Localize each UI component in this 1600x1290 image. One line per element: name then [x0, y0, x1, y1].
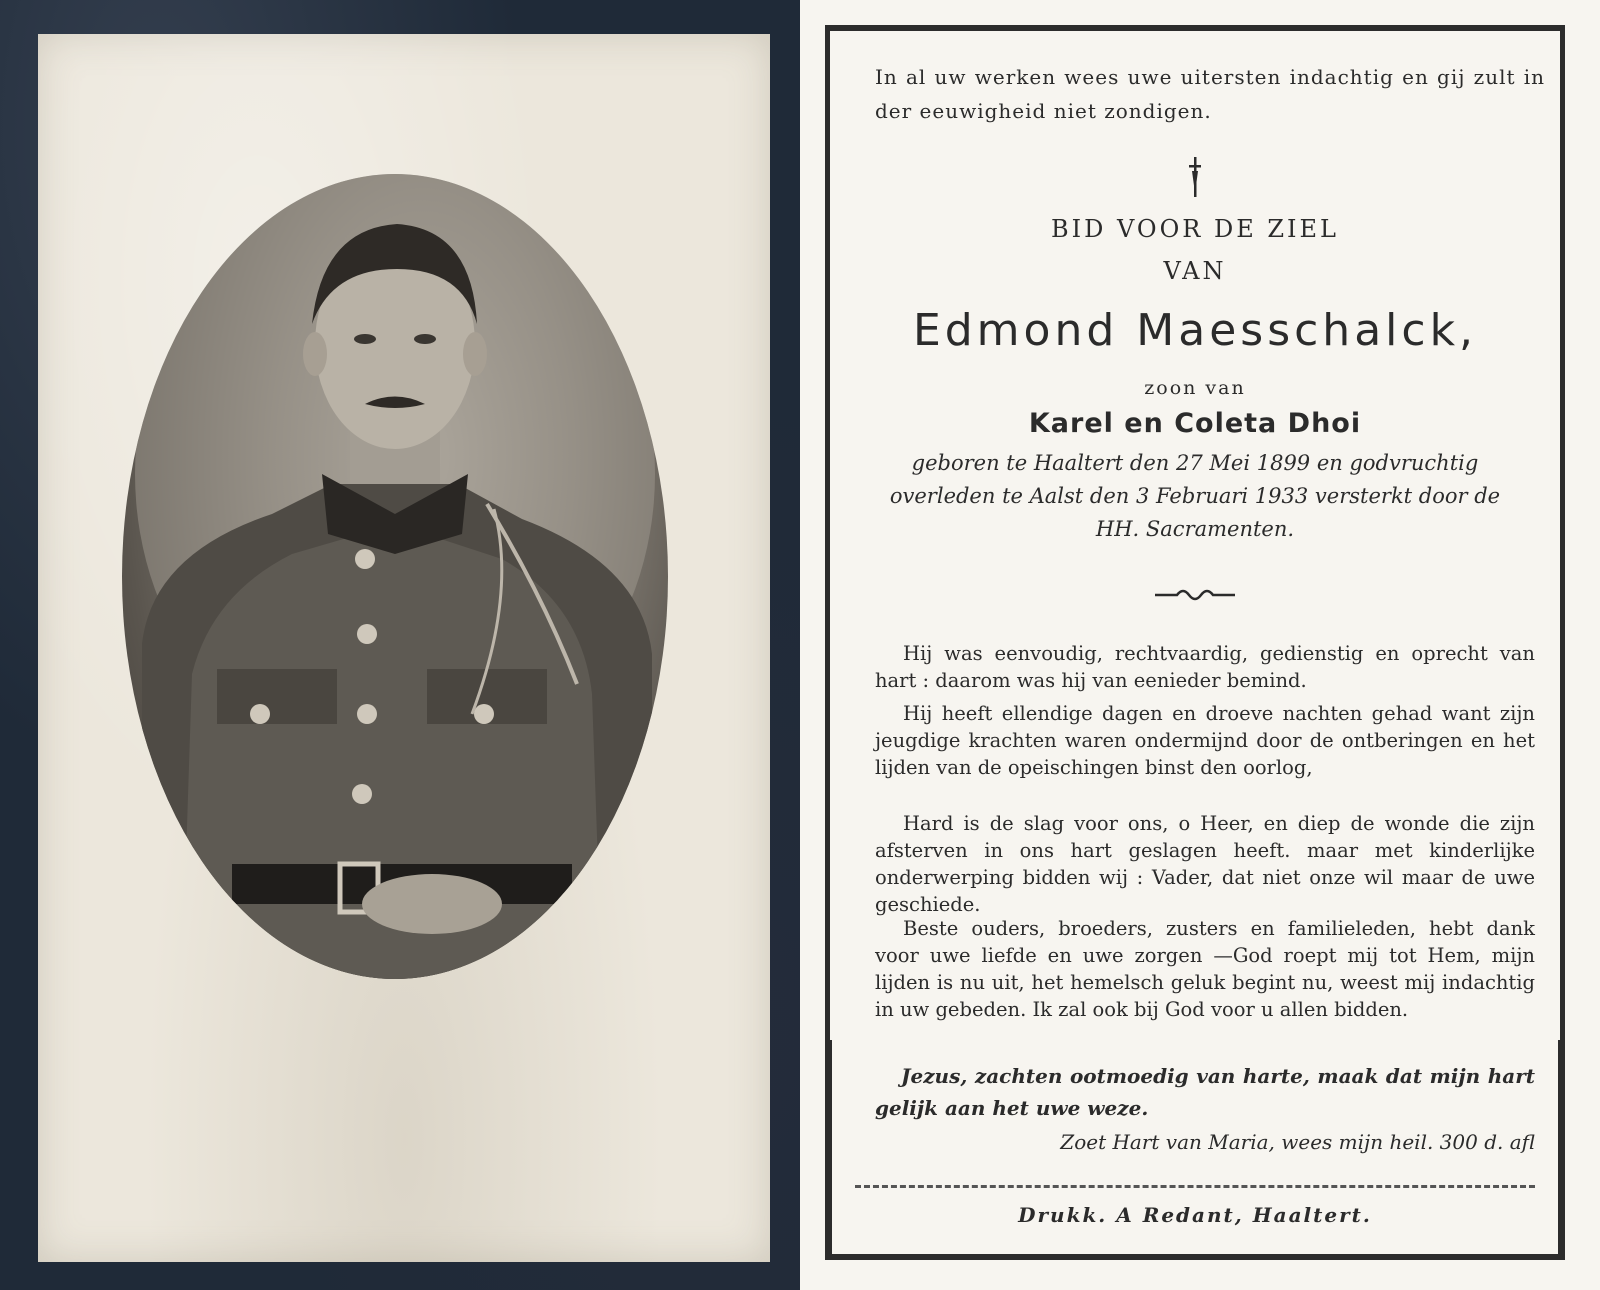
- van-heading: VAN: [1163, 257, 1227, 285]
- paragraph-grief: Hard is de slag voor ons, o Heer, en diep de wonde die zijn afsterven in ons hart geslagen heeft. maar met kinderlijke onderwerping bidden wij : Vader, dat niet onze wil maar de uwe geschiede.: [875, 812, 1535, 916]
- flourish-ornament-icon: [1155, 585, 1235, 605]
- paragraph-farewell: Beste ouders, broeders, zusters en familieleden, hebt dank voor uwe liefde en uwe zorgen —God roept mij tot Hem, mijn lijden is nu uit, het hemelsch geluk begint nu, weest mij indachtig in uw gebeden. Ik zal ook bij God voor u allen bidden.: [875, 917, 1535, 1021]
- frame-bottom-rule: [825, 1254, 1565, 1260]
- paragraph-virtues: Hij was eenvoudig, rechtvaardig, gedienstig en oprecht van hart : daarom was hij van eenieder bemind.: [875, 642, 1535, 692]
- zoon-van-text: zoon van: [1144, 377, 1246, 399]
- parents-names: Karel en Coleta Dhoi: [1028, 408, 1362, 439]
- prayer-text: Jezus, zachten ootmoedig van harte, maak dat mijn hart gelijk aan het uwe weze.: [875, 1064, 1535, 1120]
- memorial-text-card: [800, 0, 1600, 1290]
- indulgence-text: Zoet Hart van Maria, wees mijn heil. 300 d. afl: [1060, 1130, 1535, 1154]
- frame-top-rule: [825, 25, 1565, 31]
- printer-credit: Drukk. A Redant, Haaltert.: [1018, 1203, 1372, 1227]
- photo-mount: [38, 34, 770, 1262]
- card-frame: [825, 25, 1565, 1260]
- dotted-divider: [855, 1185, 1535, 1188]
- lower-right-rule: [1558, 1040, 1565, 1260]
- life-dates-text: geboren te Haaltert den 27 Mei 1899 en godvruchtig overleden te Aalst den 3 Februari 1933 versterkt door de HH. Sacramenten.: [889, 451, 1501, 541]
- paragraph-hardship: Hij heeft ellendige dagen en droeve nachten gehad want zijn jeugdige krachten waren ondermijnd door de ontberingen en het lijden van de opeischingen binst den oorlog,: [875, 702, 1535, 779]
- cross-icon: [1187, 157, 1203, 197]
- lower-left-rule: [825, 1040, 832, 1260]
- motto-text: In al uw werken wees uwe uitersten indachtig en gij zult in der eeuwigheid niet zondigen.: [875, 65, 1545, 123]
- soldier-portrait-icon: [122, 174, 668, 979]
- deceased-name: Edmond Maesschalck,: [912, 305, 1478, 356]
- pray-heading: BID VOOR DE ZIEL: [1051, 215, 1339, 243]
- portrait-illustration: [122, 174, 668, 979]
